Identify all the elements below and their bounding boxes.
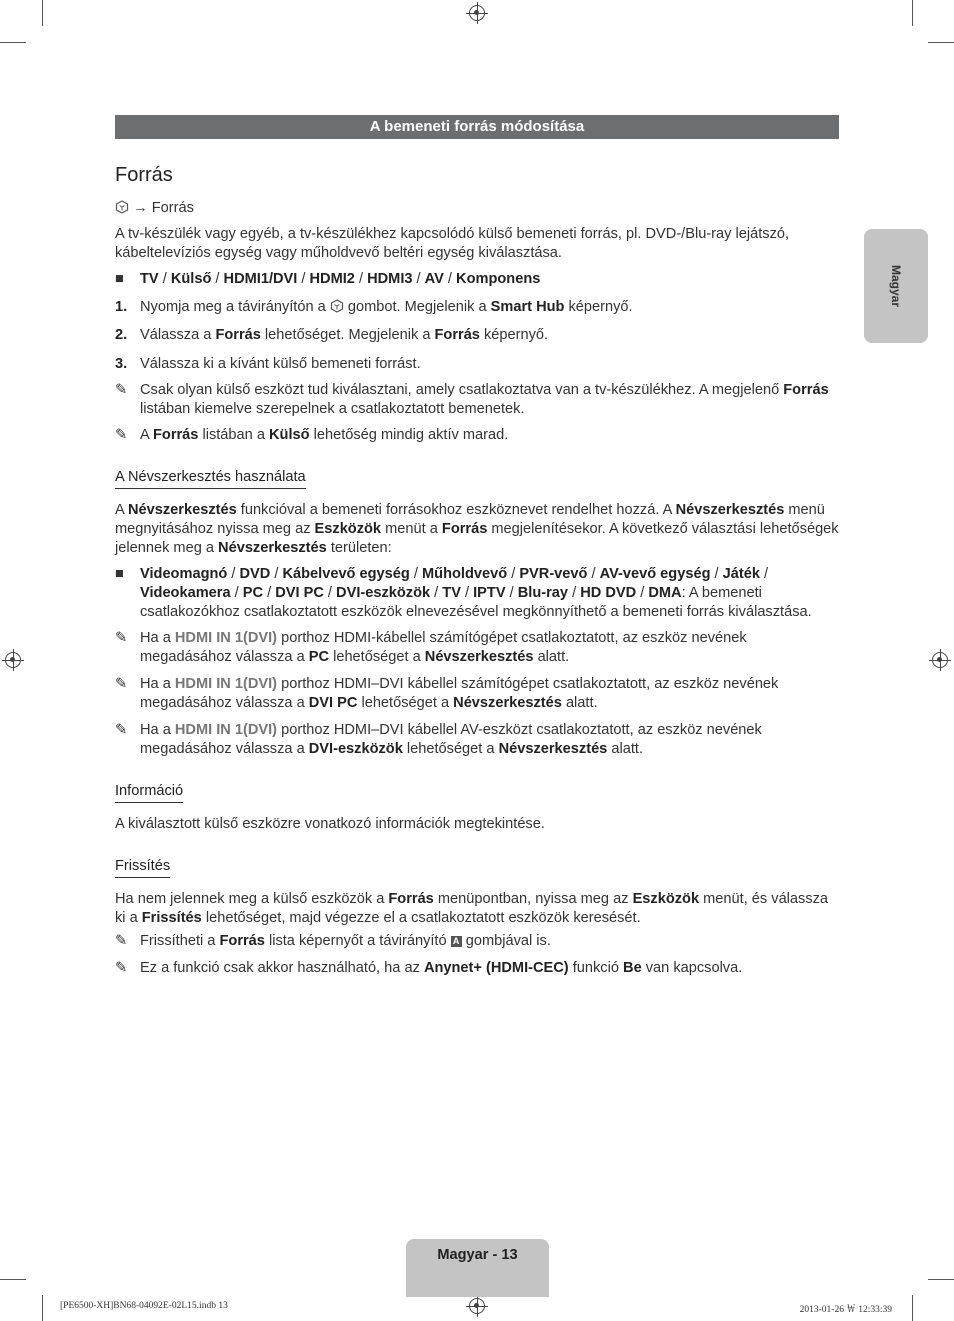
page-title: Forrás: [115, 164, 173, 186]
section-title: A bemeneti forrás módosítása: [115, 115, 839, 139]
source-item: HDMI1/DVI: [223, 271, 298, 287]
crop-mark: [928, 42, 954, 43]
crop-mark: [0, 1279, 26, 1280]
bullet-icon: ■: [115, 271, 124, 287]
source-list: [115, 270, 839, 289]
note-bold: Forrás: [783, 382, 829, 398]
step-2: [115, 326, 839, 345]
source-item: HDMI2: [309, 271, 355, 287]
device-name: DVD: [239, 566, 271, 582]
footer-datetime: 2013-01-26 ￦ 12:33:39: [799, 1305, 892, 1315]
device-name: PVR-vevő: [519, 566, 588, 582]
step-number: 2.: [115, 327, 128, 343]
source-item: Külső: [170, 271, 212, 287]
menu-path-label: Forrás: [151, 200, 194, 216]
footer-file-info: [PE6500-XH]BN68-04092E-02L15.indb 13: [60, 1301, 228, 1311]
note-pencil-icon: ✎: [115, 960, 128, 976]
arrow-icon: →: [133, 200, 148, 216]
registration-mark-icon: [932, 652, 948, 668]
step-bold: Smart Hub: [490, 299, 565, 315]
note: ✎ Ha a HDMI IN 1(DVI) porthoz HDMI–DVI kábellel AV-eszközt csatlakoztatott, az eszköz nevének megadásához válassza a DVI-eszközök lehetőséget a Névszerkesztés alatt.: [115, 722, 762, 757]
source-list-items: TV / Külső / HDMI1/DVI / HDMI2 / HDMI3 / AV / Komponens: [140, 271, 541, 287]
step-bold: Forrás: [215, 327, 261, 343]
note: ✎ Ha a HDMI IN 1(DVI) porthoz HDMI–DVI kábellel számítógépet csatlakoztatott, az eszköz nevének megadásához válassza a DVI PC lehetőséget a Névszerkesztés alatt.: [115, 676, 779, 711]
crop-mark: [0, 42, 26, 43]
note-text: A: [140, 427, 153, 443]
device-name: DVI-eszközök: [336, 585, 431, 601]
note-pencil-icon: ✎: [115, 427, 128, 443]
source-item: TV: [140, 271, 159, 287]
note-bold: Külső: [269, 427, 310, 443]
info-paragraph: A kiválasztott külső eszközre vonatkozó információk megtekintése.: [115, 816, 545, 832]
device-list: [115, 565, 839, 622]
step-text: lehetőséget. Megjelenik a: [260, 327, 435, 343]
menu-hexagon-icon: [330, 299, 344, 313]
menu-hexagon-icon: [115, 200, 129, 214]
note: ✎ Ha a HDMI IN 1(DVI) porthoz HDMI-kábellel számítógépet csatlakoztatott, az eszköz nevének megadásához válassza a PC lehetőséget a Névszerkesztés alatt.: [115, 630, 747, 665]
device-name: Blu-ray: [517, 585, 569, 601]
device-list-tail: : A bemeneti csatlakozókhoz csatlakoztatott eszközök elnevezésével megkönnyíthető a bemeneti forrás kiválasztása.: [140, 585, 812, 620]
registration-mark-icon: [469, 5, 485, 21]
source-item: AV: [424, 271, 444, 287]
device-name: Műholdvevő: [422, 566, 508, 582]
note: ✎ Frissítheti a Forrás lista képernyőt a távirányító A gombjával is.: [115, 933, 551, 949]
registration-mark-icon: [5, 652, 21, 668]
device-list-items: Videomagnó / DVD / Kábelvevő egység / Műholdvevő / PVR-vevő / AV-vevő egység / Játék / Videokamera / PC / DVI PC / DVI-eszközök / TV / IPTV / Blu-ray / HD DVD / DMA: [140, 566, 769, 601]
crop-mark: [928, 1279, 954, 1280]
subsection-title: Információ: [115, 782, 183, 803]
refresh-paragraph: Ha nem jelennek meg a külső eszközök a Forrás menüpontban, nyissa meg az Eszközök menüt, és válassza ki a Frissítés lehetőséget, majd végezze el a csatlakoztatott eszközök keresését.: [115, 891, 829, 926]
note-pencil-icon: ✎: [115, 676, 128, 692]
menu-path: [115, 199, 839, 218]
device-name: Kábelvevő egység: [282, 566, 410, 582]
crop-mark: [912, 0, 913, 26]
side-tab-label: Magyar: [889, 264, 903, 308]
step-text: Válassza ki a kívánt külső bemeneti forrást.: [140, 356, 421, 372]
note-text: Csak olyan külső eszközt tud kiválasztani, amely csatlakoztatva van a tv-készülékhez. A megjelenő: [140, 382, 784, 398]
main-content: [115, 160, 839, 978]
note-text: lehetőség mindig aktív marad.: [309, 427, 509, 443]
device-name: TV: [442, 585, 461, 601]
remote-a-button-icon: A: [451, 936, 462, 947]
device-name: Videomagnó: [140, 566, 228, 582]
step-1: [115, 298, 839, 317]
page-number-tab: [406, 1239, 549, 1297]
crop-mark: [42, 0, 43, 26]
language-side-tab: [864, 229, 928, 343]
step-text: képernyő.: [564, 299, 633, 315]
device-name: PC: [242, 585, 264, 601]
device-name: AV-vevő egység: [599, 566, 711, 582]
device-name: Játék: [722, 566, 760, 582]
step-number: 1.: [115, 299, 128, 315]
source-item: Komponens: [456, 271, 541, 287]
device-name: Videokamera: [140, 585, 231, 601]
device-name: HD DVD: [580, 585, 637, 601]
note-text: listában a: [198, 427, 269, 443]
note: ✎ Ez a funkció csak akkor használható, ha az Anynet+ (HDMI-CEC) funkció Be van kapcsolva.: [115, 960, 743, 976]
note: [115, 426, 839, 445]
device-name: DVI PC: [275, 585, 324, 601]
note-text: listában kiemelve szerepelnek a csatlakoztatott bemenetek.: [140, 401, 525, 417]
step-bold: Forrás: [434, 327, 480, 343]
bullet-icon: ■: [115, 566, 124, 582]
note-pencil-icon: ✎: [115, 630, 128, 646]
device-name: IPTV: [473, 585, 506, 601]
crop-mark: [42, 1295, 43, 1321]
note-bold: Forrás: [152, 427, 199, 443]
note-pencil-icon: ✎: [115, 933, 128, 949]
step-text: Nyomja meg a távirányítón a: [140, 299, 330, 315]
note: [115, 381, 839, 419]
note-pencil-icon: ✎: [115, 722, 128, 738]
step-text: képernyő.: [479, 327, 549, 343]
step-text: Válassza a: [140, 327, 216, 343]
subsection-title: Frissítés: [115, 857, 170, 878]
step-3: [115, 355, 839, 374]
subsection-title: A Névszerkesztés használata: [115, 468, 306, 489]
step-number: 3.: [115, 356, 128, 372]
edit-name-paragraph: A Névszerkesztés funkcióval a bemeneti forrásokhoz eszköznevet rendelhet hozzá. A Névszerkesztés menü megnyitásához nyissa meg az Eszközök menüt a Forrás megjelenítésekor. A következő választási lehetőségek jelennek meg a Névszerkesztés területen:: [115, 502, 839, 556]
source-item: HDMI3: [367, 271, 413, 287]
step-text: gombot. Megjelenik a: [343, 299, 491, 315]
note-pencil-icon: ✎: [115, 382, 128, 398]
page-number: Magyar - 13: [437, 1247, 518, 1263]
intro-paragraph: A tv-készülék vagy egyéb, a tv-készülékhez kapcsolódó külső bemeneti forrás, pl. DVD-/Blu-ray lejátszó, kábeltelevíziós egység vagy műholdvevő beltéri egység kiválasztása.: [115, 226, 790, 261]
crop-mark: [912, 1295, 913, 1321]
registration-mark-icon: [469, 1298, 485, 1314]
device-name: DMA: [648, 585, 682, 601]
